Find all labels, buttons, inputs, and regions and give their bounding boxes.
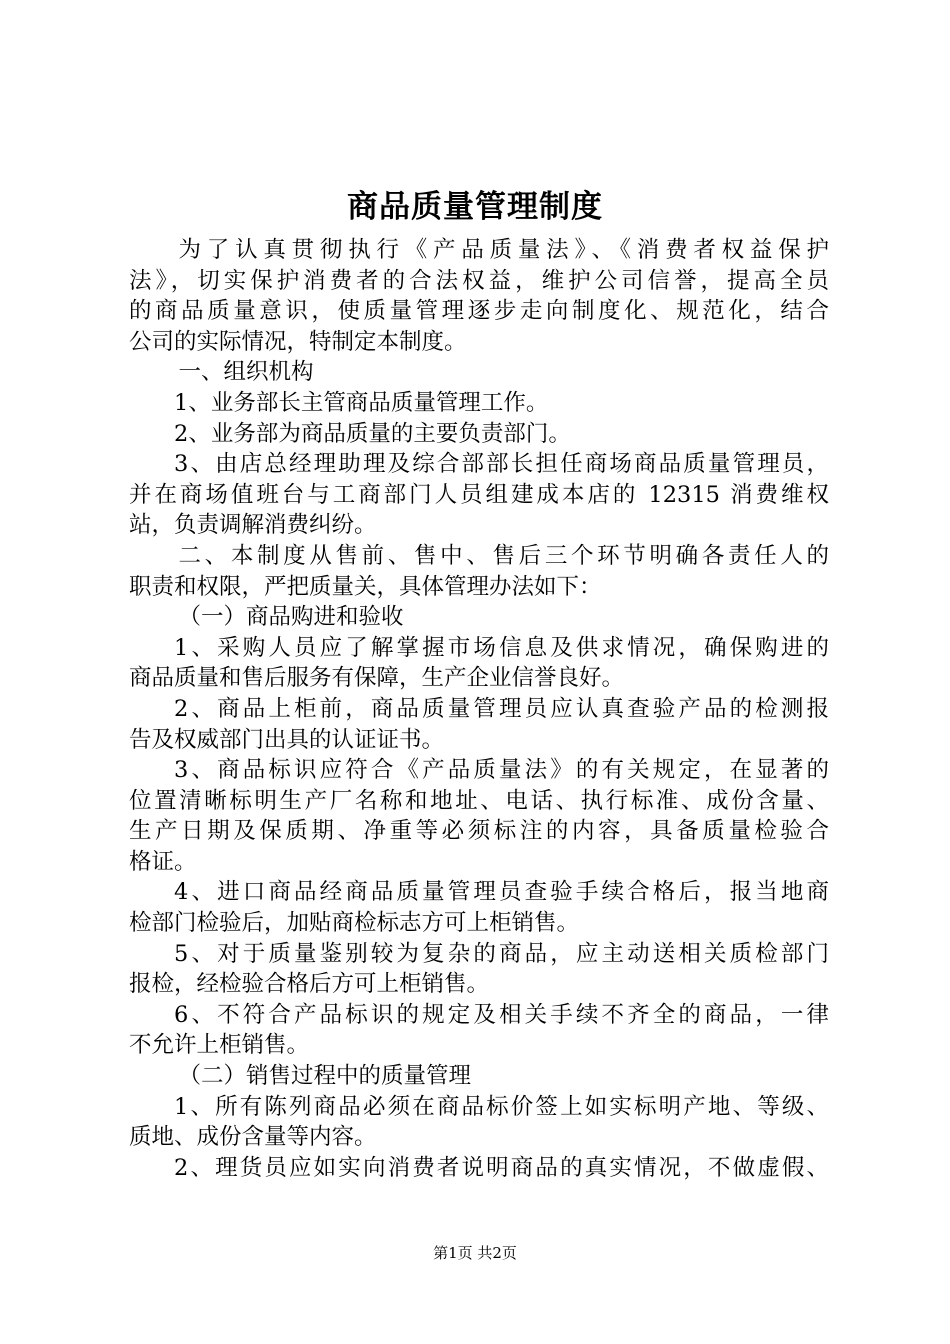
text-line: 职责和权限，严把质量关，具体管理办法如下： <box>129 573 602 600</box>
text-line: 告及权威部门出具的认证证书。 <box>129 726 445 753</box>
text-line: 检部门检验后，加贴商检标志方可上柜销售。 <box>129 910 580 937</box>
text-line: 2、理货员应如实向消费者说明商品的真实情况，不做虚假、 <box>174 1154 829 1181</box>
text-line: 站，负责调解消费纠纷。 <box>129 512 377 539</box>
text-line: 3、由店总经理助理及综合部部长担任商场商品质量管理员， <box>174 451 829 478</box>
text-line: 报检，经检验合格后方可上柜销售。 <box>129 971 490 998</box>
document-title: 商品质量管理制度 <box>347 189 603 225</box>
text-line: （二）销售过程中的质量管理 <box>178 1063 472 1090</box>
text-line: 1、业务部长主管商品质量管理工作。 <box>174 389 549 416</box>
text-line: 格证。 <box>129 848 197 875</box>
text-line: 2、业务部为商品质量的主要负责部门。 <box>174 420 571 447</box>
text-line: 1、所有陈列商品必须在商品标价签上如实标明产地、等级、 <box>174 1093 829 1120</box>
text-line: 的商品质量意识，使质量管理逐步走向制度化、规范化，结合 <box>129 298 829 325</box>
text-line: 不允许上柜销售。 <box>129 1032 310 1059</box>
text-line: 公司的实际情况，特制定本制度。 <box>129 328 467 355</box>
text-line: 并在商场值班台与工商部门人员组建成本店的 12315 消费维权 <box>129 481 829 508</box>
text-line: （一）商品购进和验收 <box>178 604 404 631</box>
text-line: 法》，切实保护消费者的合法权益，维护公司信誉，提高全员 <box>129 267 829 294</box>
text-line: 2、商品上柜前，商品质量管理员应认真查验产品的检测报 <box>174 695 829 722</box>
text-line: 质地、成份含量等内容。 <box>129 1124 377 1151</box>
text-line: 1、采购人员应了解掌握市场信息及供求情况，确保购进的 <box>174 634 829 661</box>
text-line: 4、进口商品经商品质量管理员查验手续合格后，报当地商 <box>174 879 829 906</box>
text-line: 为了认真贯彻执行《产品质量法》、《消费者权益保护 <box>178 237 829 263</box>
text-line: 二、本制度从售前、售中、售后三个环节明确各责任人的 <box>178 542 829 569</box>
text-line: 3、商品标识应符合《产品质量法》的有关规定，在显著的 <box>174 757 829 784</box>
text-line: 一、组织机构 <box>178 359 314 386</box>
text-line: 位置清晰标明生产厂名称和地址、电话、执行标准、成份含量、 <box>129 787 829 814</box>
text-line: 商品质量和售后服务有保障，生产企业信誉良好。 <box>129 665 625 692</box>
text-line: 6、不符合产品标识的规定及相关手续不齐全的商品，一律 <box>174 1001 829 1028</box>
text-line: 生产日期及保质期、净重等必须标注的内容，具备质量检验合 <box>129 818 829 845</box>
text-line: 5、对于质量鉴别较为复杂的商品，应主动送相关质检部门 <box>174 940 829 967</box>
page-footer: 第1页 共2页 <box>433 1244 517 1262</box>
document-body <box>129 235 829 1183</box>
